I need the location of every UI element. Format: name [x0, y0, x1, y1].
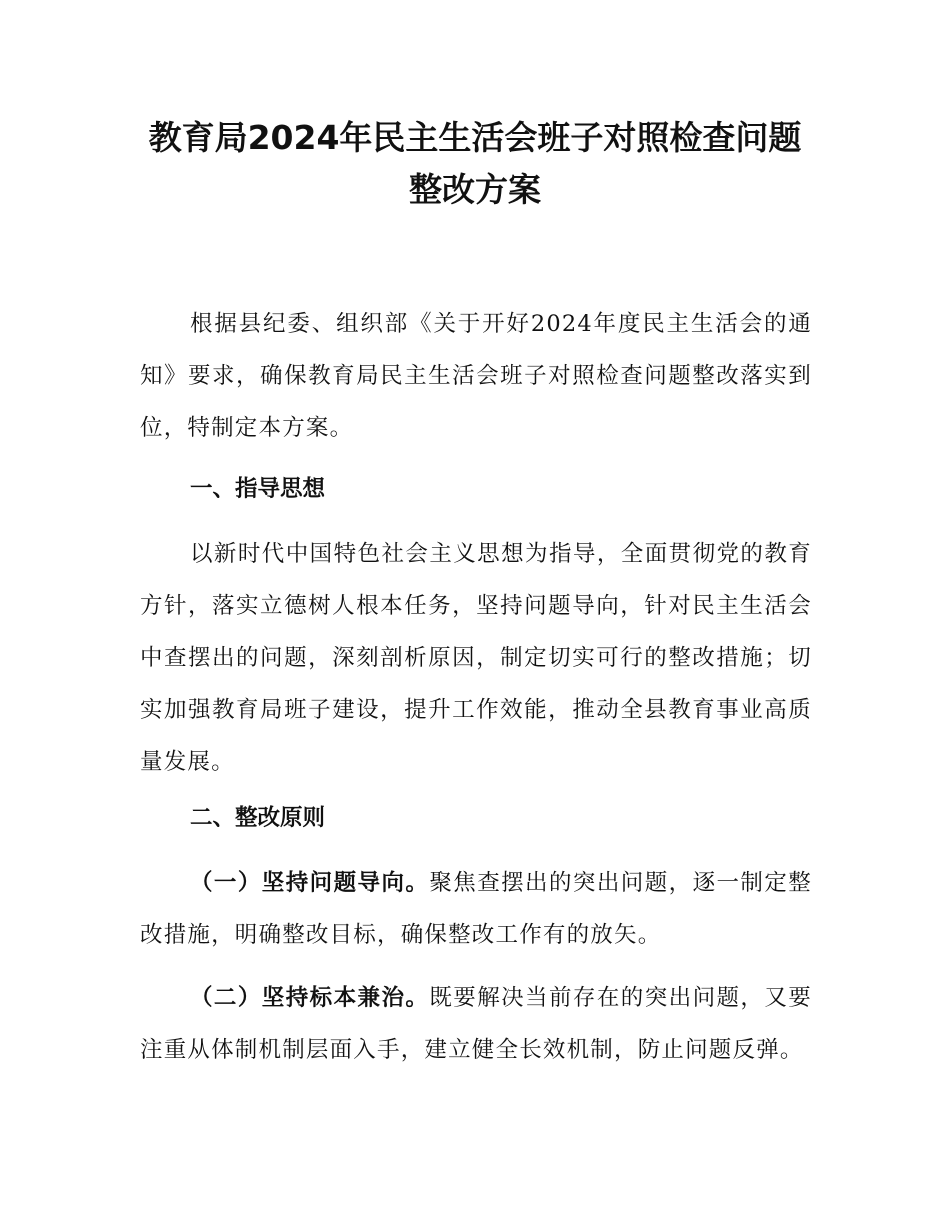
title-line-1: 教育局2024年民主生活会班子对照检查问题	[148, 118, 802, 157]
principle-2-body: 既要解决当前存在的突出问题，又要注重从体制机制层面入手，建立健全长效机制，防止问题反弹。	[140, 985, 812, 1063]
principle-1-paragraph	[140, 857, 812, 961]
intro-paragraph: 根据县纪委、组织部《关于开好2024年度民主生活会的通知》要求，确保教育局民主生活会班子对照检查问题整改落实到位，特制定本方案。	[140, 311, 812, 441]
guiding-ideology-paragraph: 以新时代中国特色社会主义思想为指导，全面贯彻党的教育方针，落实立德树人根本任务，坚持问题导向，针对民主生活会中查摆出的问题，深刻剖析原因，制定切实可行的整改措施；切实加强教育局班子建设，提升工作效能，推动全县教育事业高质量发展。	[140, 541, 812, 775]
title-line-2: 整改方案	[409, 170, 541, 209]
principle-2-lead: （二）坚持标本兼治。	[190, 985, 430, 1011]
section-heading-principles: 二、整改原则	[190, 805, 326, 831]
section-heading-guiding-ideology: 一、指导思想	[190, 476, 326, 502]
principle-1-lead: （一）坚持问题导向。	[190, 870, 430, 896]
document-title	[140, 112, 810, 216]
principle-2-paragraph	[140, 972, 812, 1076]
principle-1-body: 聚焦查摆出的突出问题，逐一制定整改措施，明确整改目标，确保整改工作有的放矢。	[140, 870, 812, 948]
